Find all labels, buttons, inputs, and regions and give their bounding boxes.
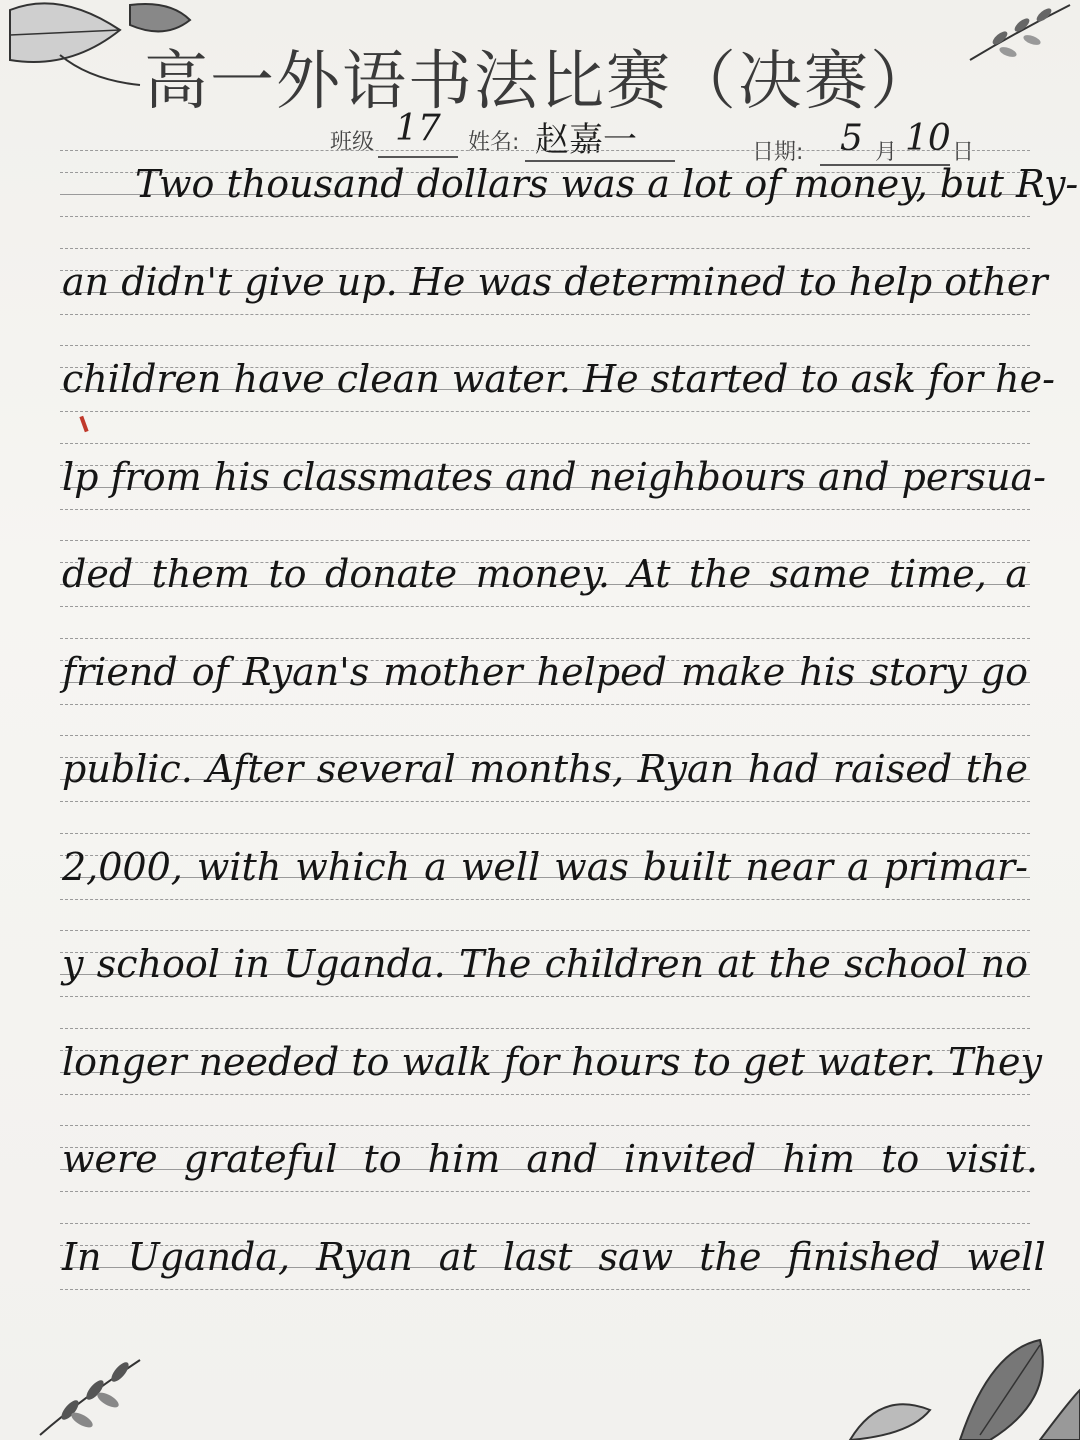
class-underline <box>378 156 458 158</box>
handwritten-line: friend of Ryan's mother helped make his story go <box>62 649 1028 694</box>
guide-stroke <box>60 1028 1030 1029</box>
handwritten-line: lp from his classmates and neighbours and persua- <box>62 454 1046 499</box>
handwritten-line: Two thousand dollars was a lot of money, but Ry- <box>135 162 1079 206</box>
month-label: 月 <box>875 140 898 165</box>
day-value: 10 <box>905 118 951 159</box>
guide-stroke <box>60 1094 1030 1095</box>
handwritten-line: children have clean water. He started to ask for he- <box>62 357 1055 401</box>
name-label: 姓名: <box>468 130 520 155</box>
guide-stroke <box>60 996 1030 997</box>
handwritten-line: were grateful to him and invited him to visit. <box>62 1137 1038 1181</box>
guide-stroke <box>60 704 1030 705</box>
sprig-decoration-bottom-left <box>20 1340 160 1440</box>
class-label: 班级 <box>330 130 375 155</box>
guide-stroke <box>60 899 1030 900</box>
day-label: 日 <box>952 140 975 165</box>
handwritten-line: y school in Uganda. The children at the school no <box>62 942 1028 986</box>
guide-stroke <box>60 1289 1030 1290</box>
guide-stroke <box>60 735 1030 736</box>
guide-stroke <box>60 1223 1030 1224</box>
guide-stroke <box>60 1191 1030 1192</box>
guide-stroke <box>60 248 1030 249</box>
guide-stroke <box>60 930 1030 931</box>
guide-stroke <box>60 509 1030 510</box>
guide-stroke <box>60 833 1030 834</box>
handwritten-line: ded them to donate money. At the same time, a <box>62 552 1028 596</box>
guide-stroke <box>60 443 1030 444</box>
month-value: 5 <box>840 118 863 159</box>
guide-stroke <box>60 1125 1030 1126</box>
date-label: 日期: <box>752 140 804 165</box>
guide-stroke <box>60 216 1030 217</box>
handwritten-line: an didn't give up. He was determined to help other <box>62 259 1048 304</box>
guide-stroke <box>60 540 1030 541</box>
handwritten-line: In Uganda, Ryan at last saw the finished well <box>62 1234 1046 1279</box>
leaf-decoration-bottom-right <box>840 1330 1080 1440</box>
guide-stroke <box>60 411 1030 412</box>
guide-stroke <box>60 314 1030 315</box>
class-value: 17 <box>395 108 441 149</box>
guide-stroke <box>60 801 1030 802</box>
handwritten-line: public. After several months, Ryan had raised the <box>62 747 1028 791</box>
name-value: 赵嘉一 <box>535 120 637 160</box>
guide-stroke <box>60 638 1030 639</box>
guide-stroke <box>60 150 1030 151</box>
handwritten-line: 2,000, with which a well was built near a primar- <box>62 844 1028 889</box>
guide-stroke <box>60 345 1030 346</box>
page-title: 高一外语书法比赛（决赛） <box>144 45 936 119</box>
guide-stroke <box>60 606 1030 607</box>
handwritten-line: longer needed to walk for hours to get water. They <box>62 1039 1042 1084</box>
